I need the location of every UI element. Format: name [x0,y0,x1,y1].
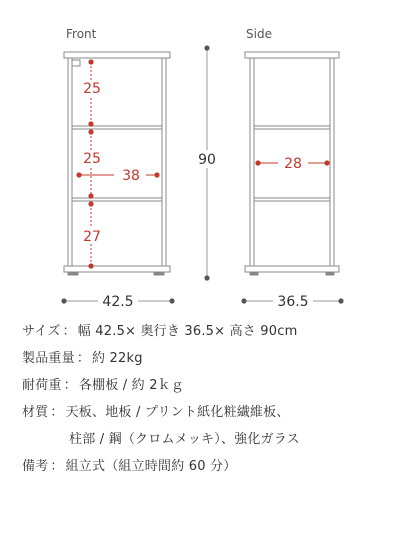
side-bottom-board [245,266,339,272]
front-bottom-board [64,266,170,272]
inner-width-value: 38 [122,168,140,184]
dimension-dot [169,298,174,303]
spec-value: 組立式（組立時間約 60 分） [65,459,237,474]
inner-depth-value: 28 [284,156,302,172]
dimension-dot [204,45,209,50]
spec-notes: 備考 ： 組立式（組立時間約 60 分） [22,459,237,474]
spec-value: 各棚板 / 約 2ｋｇ [78,378,185,393]
dimension-dot [204,275,209,280]
spec-weight: 製品重量 ： 約 22kg [22,351,143,366]
front-foot-right [154,272,164,275]
front-width-value: 42.5 [102,294,134,310]
height-value: 90 [198,152,216,168]
marker-dot [76,172,81,177]
front-view-drawing [64,52,170,275]
spec-key: 製品重量 [22,351,75,366]
dimension-dot [241,298,246,303]
spec-material-continued [22,432,412,448]
shelf-height-2: 25 [83,151,101,167]
spec-value-continuation: 柱部 / 鋼（クロムメッキ）、強化ガラス [69,432,300,447]
front-hinge [72,60,80,66]
marker-dot [88,129,93,134]
spec-material: 材質 ： 天板、地板 / プリント紙化粧繊維板、 [22,405,290,420]
spec-list [22,324,412,486]
side-view-label: Side [246,27,272,41]
side-top-board [245,52,339,58]
front-top-board [64,52,170,58]
marker-dot [88,59,93,64]
marker-dot [88,193,93,198]
shelf-height-1: 25 [83,81,101,97]
spec-key: サイズ [22,324,61,339]
marker-dot [88,121,93,126]
dimension-dot [338,298,343,303]
marker-dot [88,201,93,206]
spec-value: 約 22kg [92,351,143,366]
spec-key: 備考 [22,459,49,474]
spec-size: サイズ ： 幅 42.5× 奥行き 36.5× 高さ 90cm [22,324,298,339]
spec-load: 耐荷重 ： 各棚板 / 約 2ｋｇ [22,378,185,393]
spec-value: 幅 42.5× 奥行き 36.5× 高さ 90cm [77,324,298,339]
marker-dot [154,172,159,177]
front-foot-left [68,272,78,275]
side-foot-right [326,272,334,275]
dimension-dot [61,298,66,303]
side-foot-left [250,272,258,275]
spec-value: 天板、地板 / プリント紙化粧繊維板、 [65,405,290,420]
side-depth-value: 36.5 [277,294,309,310]
marker-dot [88,263,93,268]
front-view-label: Front [66,27,97,41]
marker-dot [324,160,329,165]
spec-key: 耐荷重 [22,378,62,393]
shelf-height-3: 27 [83,229,101,245]
spec-key: 材質 [22,405,49,420]
marker-dot [255,160,260,165]
